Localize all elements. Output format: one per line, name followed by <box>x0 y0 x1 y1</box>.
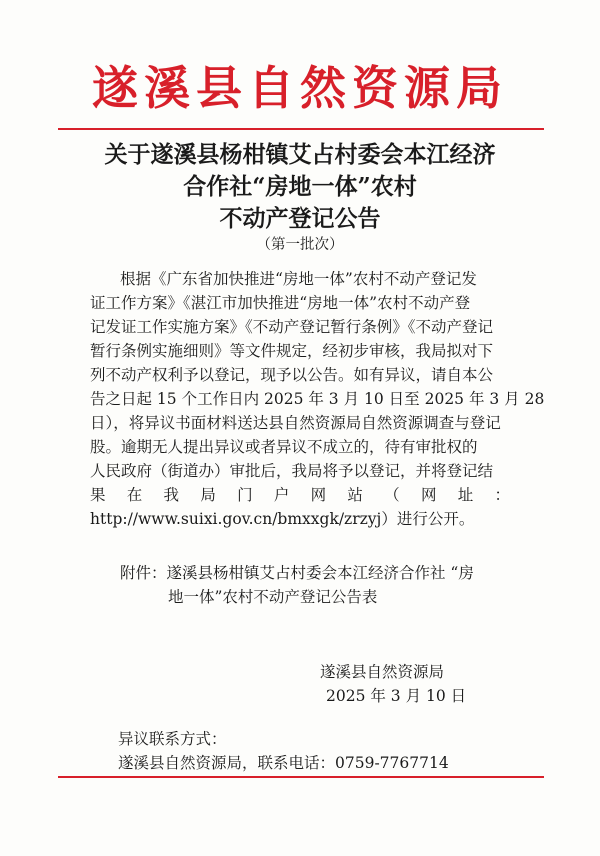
body-line-7: 日），将异议书面材料送达县自然资源局自然资源调查与登记 <box>90 414 501 432</box>
signature-date: 2025 年 3 月 10 日 <box>326 687 467 705</box>
body-line-2: 证工作方案》《湛江市加快推进“房地一体”农村不动产登 <box>90 294 471 312</box>
signature-agency: 遂溪县自然资源局 <box>320 663 445 681</box>
attachment-line-2: 地一体”农村不动产登记公告表 <box>168 588 378 606</box>
body-line-1: 根据《广东省加快推进“房地一体”农村不动产登记发 <box>120 270 477 288</box>
attachment-line-1: 附件：遂溪县杨柑镇艾占村委会本江经济合作社 “房 <box>120 564 474 582</box>
red-divider-top <box>58 128 544 130</box>
notice-title-line-2: 合作社“房地一体”农村 <box>183 173 417 200</box>
batch-label: （第一批次） <box>256 237 344 253</box>
red-divider-bottom <box>58 776 544 778</box>
body-line-4: 暂行条例实施细则》等文件规定，经初步审核，我局拟对下 <box>90 342 494 360</box>
body-line-8: 股。逾期无人提出异议或者异议不成立的，待有审批权的 <box>90 438 478 456</box>
notice-title-line-3: 不动产登记公告 <box>219 205 381 232</box>
body-line-10: 果在我局门户网站（网址： <box>90 486 510 504</box>
body-line-5: 列不动产权利予以登记，现予以公告。如有异议，请自本公 <box>90 366 494 384</box>
body-line-11-url: http://www.suixi.gov.cn/bmxxgk/zrzyj）进行公开。 <box>90 510 475 528</box>
notice-title-line-1: 关于遂溪县杨柑镇艾占村委会本江经济 <box>104 141 496 168</box>
contact-label: 异议联系方式： <box>118 730 227 748</box>
body-line-3: 记发证工作实施方案》《不动产登记暂行条例》《不动产登记 <box>90 318 494 336</box>
contact-detail: 遂溪县自然资源局，联系电话：0759-7767714 <box>118 754 449 772</box>
body-line-6: 告之日起 15 个工作日内 2025 年 3 月 10 日至 2025 年 3 月 28 <box>90 390 545 408</box>
body-line-9: 人民政府（街道办）审批后，我局将予以登记，并将登记结 <box>90 462 494 480</box>
agency-header: 遂溪县自然资源局 <box>92 61 508 115</box>
